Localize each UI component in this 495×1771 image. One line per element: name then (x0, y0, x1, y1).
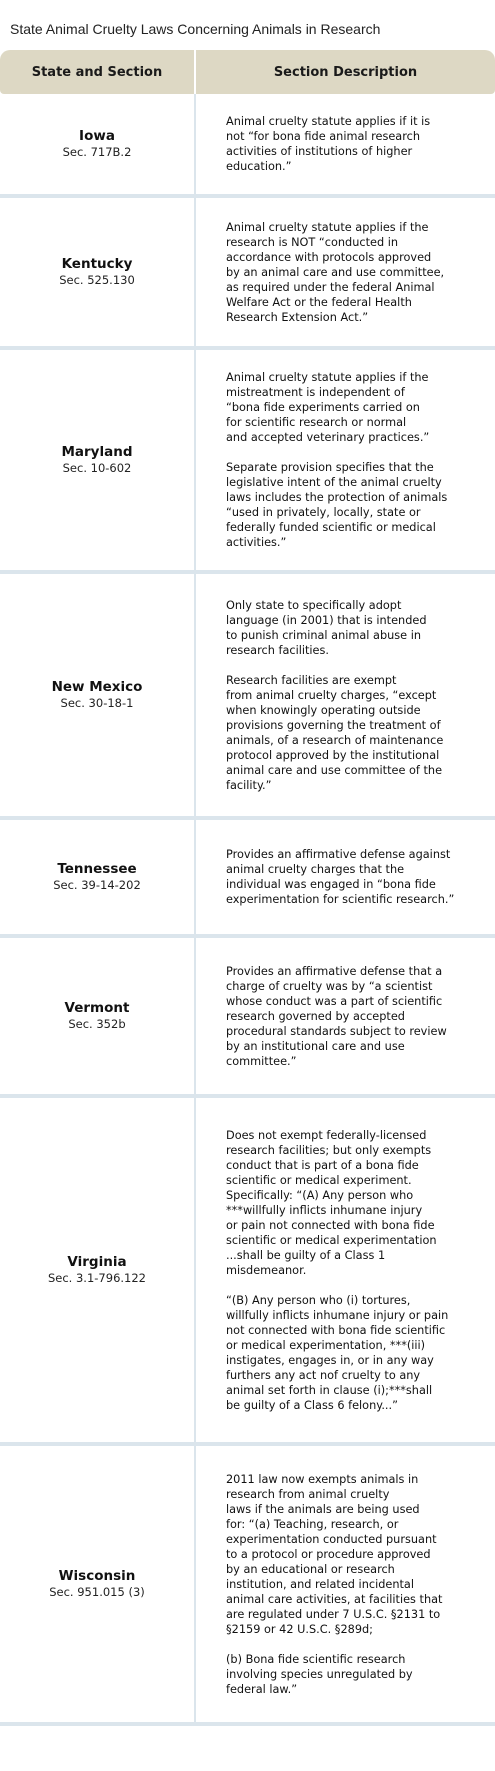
state-cell (0, 938, 194, 1094)
table-row (0, 574, 495, 820)
header-state-and-section: State and Section (31, 64, 163, 80)
state-name: Wisconsin (58, 1568, 136, 1584)
column-divider (194, 938, 196, 1094)
column-divider (194, 198, 196, 346)
description-paragraph: 2011 law now exempts animals in research from animal cruelty laws if the animals are being used for: “(a) Teaching, research, or experimentation conducted pursuant to a protocol or procedure approved by an educational or research institution, and related incidental animal care activities, at facilities that are regulated under 7 U.S.C. §2131 to §2159 or 42 U.S.C. §289d; (226, 1472, 443, 1636)
column-divider (194, 1446, 196, 1722)
description-paragraph: (b) Bona fide scientific research involving species unregulated by federal law.” (226, 1652, 413, 1696)
state-cell (0, 1098, 194, 1442)
state-name: Tennessee (57, 861, 137, 877)
state-name: Virginia (67, 1254, 127, 1270)
state-section: Sec. 352b (68, 1017, 126, 1031)
table-row (0, 350, 495, 574)
description-paragraph: “(B) Any person who (i) tortures, willfully inflicts inhumane injury or pain not connected with bona fide scientific or medical experimentation, ***(iii) instigates, engages in, or in any way furthers any act nof cruelty to any animal set forth in clause (i);***shall be guilty of a Class 6 felony...” (226, 1293, 449, 1412)
table-row (0, 94, 495, 198)
description-cell (226, 574, 464, 816)
state-name: Maryland (61, 444, 133, 460)
column-divider (194, 94, 196, 194)
state-name: New Mexico (51, 679, 143, 695)
state-section: Sec. 525.130 (59, 273, 135, 287)
column-divider (194, 1098, 196, 1442)
state-cell (0, 198, 194, 346)
state-name: Kentucky (61, 256, 133, 272)
description-cell (226, 1098, 464, 1442)
description-paragraph: Only state to specifically adopt language (in 2001) that is intended to punish criminal animal abuse in research facilities. (226, 598, 427, 657)
state-section: Sec. 10-602 (62, 461, 132, 475)
description-paragraph: Provides an affirmative defense against animal cruelty charges that the individual was engaged in “bona fide experimentation for scientific research.” (226, 848, 455, 906)
table-row (0, 820, 495, 938)
description-paragraph: Separate provision specifies that the legislative intent of the animal cruelty laws includes the protection of animals “used in privately, locally, state or federally funded scientific or medical activities.” (226, 461, 448, 549)
state-section: Sec. 951.015 (3) (49, 1585, 145, 1599)
description-cell (226, 938, 464, 1094)
column-divider (194, 820, 196, 934)
header-section-description: Section Description (273, 64, 418, 80)
table-row (0, 1098, 495, 1446)
state-cell (0, 1446, 194, 1722)
description-cell (226, 820, 464, 934)
table-row (0, 1446, 495, 1726)
column-divider (194, 350, 196, 570)
state-section: Sec. 30-18-1 (60, 696, 134, 710)
description-cell (226, 94, 464, 194)
state-section: Sec. 3.1-796.122 (47, 1271, 146, 1285)
description-cell (226, 1446, 464, 1722)
description-paragraph: Animal cruelty statute applies if the mistreatment is independent of “bona fide experiments carried on for scientific research or normal and accepted veterinary practices.” (226, 371, 430, 444)
state-name: Vermont (64, 1000, 130, 1016)
state-name: Iowa (79, 128, 115, 144)
state-cell (0, 820, 194, 934)
state-cell (0, 94, 194, 194)
column-divider (194, 574, 196, 816)
description-paragraph: Research facilities are exempt from animal cruelty charges, “except when knowingly operating outside provisions governing the treatment of animals, of a research of maintenance protocol approved by the institutional animal care and use committee of the facility.” (226, 673, 444, 792)
table-row (0, 938, 495, 1098)
description-paragraph: Animal cruelty statute applies if the research is NOT “conducted in accordance with protocols approved by an animal care and use committee, as required under the federal Animal Welfare Act or the federal Health Research Extension Act.” (226, 220, 445, 324)
state-section: Sec. 39-14-202 (53, 878, 141, 892)
state-cell (0, 350, 194, 570)
table-row (0, 198, 495, 350)
state-cell (0, 574, 194, 816)
description-paragraph: Provides an affirmative defense that a charge of cruelty was by “a scientist whose conduct was a part of scientific research governed by accepted procedural standards subject to review by an institutional care and use committee.” (226, 964, 447, 1068)
description-paragraph: Does not exempt federally-licensed research facilities; but only exempts conduct that is part of a bona fide scientific or medical experiment. Specifically: “(A) Any person who ***willfully inflicts inhumane injury or pain not connected with bona fide scientific or medical experimentation ...shall be guilty of a Class 1 misdemeanor. (226, 1128, 437, 1277)
description-cell (226, 198, 464, 346)
description-paragraph: Animal cruelty statute applies if it is not “for bona fide animal research activities of institutions of higher education.” (226, 115, 431, 173)
table-header (0, 50, 495, 94)
page-title: State Animal Cruelty Laws Concerning Animals in Research (10, 21, 381, 37)
state-section: Sec. 717B.2 (62, 145, 132, 159)
table-body (0, 94, 495, 1726)
description-cell (226, 350, 464, 570)
